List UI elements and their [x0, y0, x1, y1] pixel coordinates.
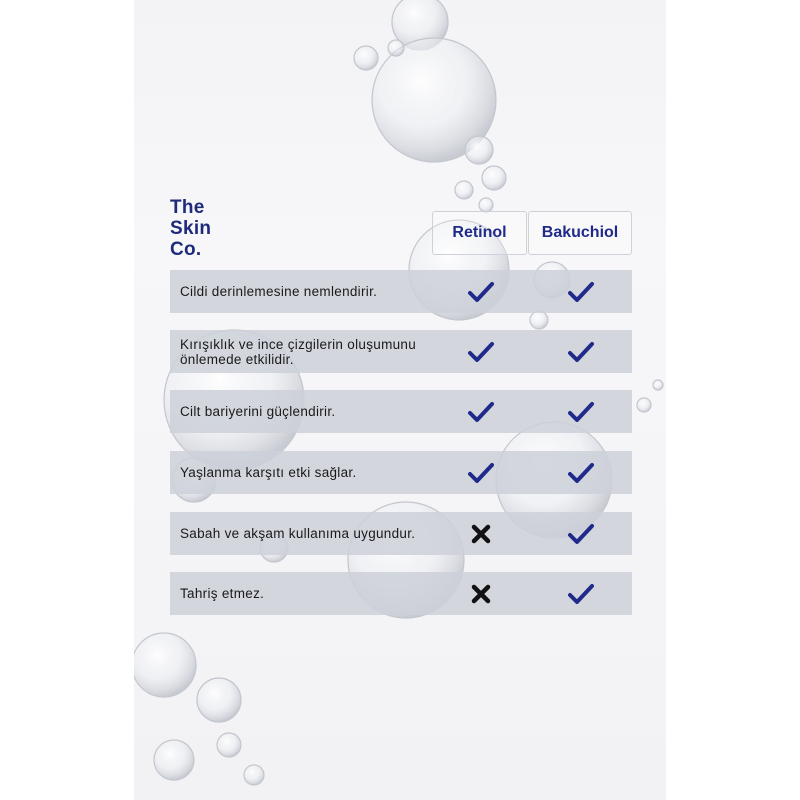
row-label: Sabah ve akşam kullanıma uygundur.	[180, 526, 416, 541]
check-icon	[567, 338, 595, 366]
row-label: Yaşlanma karşıtı etki sağlar.	[180, 465, 357, 480]
comparison-row	[170, 270, 632, 313]
check-icon	[467, 278, 495, 306]
check-icon	[567, 278, 595, 306]
check-icon	[567, 398, 595, 426]
column-header-bakuchiol: Bakuchiol	[528, 211, 632, 255]
comparison-row	[170, 330, 632, 373]
row-label: Cilt bariyerini güçlendirir.	[180, 404, 336, 419]
column-header-retinol: Retinol	[432, 211, 527, 255]
comparison-row	[170, 451, 632, 494]
row-label: Tahriş etmez.	[180, 586, 265, 601]
brand-logo-line3: Co.	[170, 239, 202, 260]
brand-logo	[170, 197, 211, 260]
check-icon	[467, 398, 495, 426]
row-label: Cildi derinlemesine nemlendirir.	[180, 284, 378, 299]
comparison-row	[170, 390, 632, 433]
row-label: Kırışıklık ve ince çizgilerin oluşumunu önlemede etkilidir.	[180, 336, 417, 367]
comparison-row	[170, 572, 632, 615]
cross-icon	[467, 520, 495, 548]
check-icon	[567, 520, 595, 548]
check-icon	[567, 580, 595, 608]
cross-icon	[467, 580, 495, 608]
check-icon	[467, 459, 495, 487]
brand-logo-line2: Skin	[170, 218, 212, 239]
brand-logo-line1: The	[170, 197, 205, 218]
check-icon	[467, 338, 495, 366]
check-icon	[567, 459, 595, 487]
comparison-row	[170, 512, 632, 555]
